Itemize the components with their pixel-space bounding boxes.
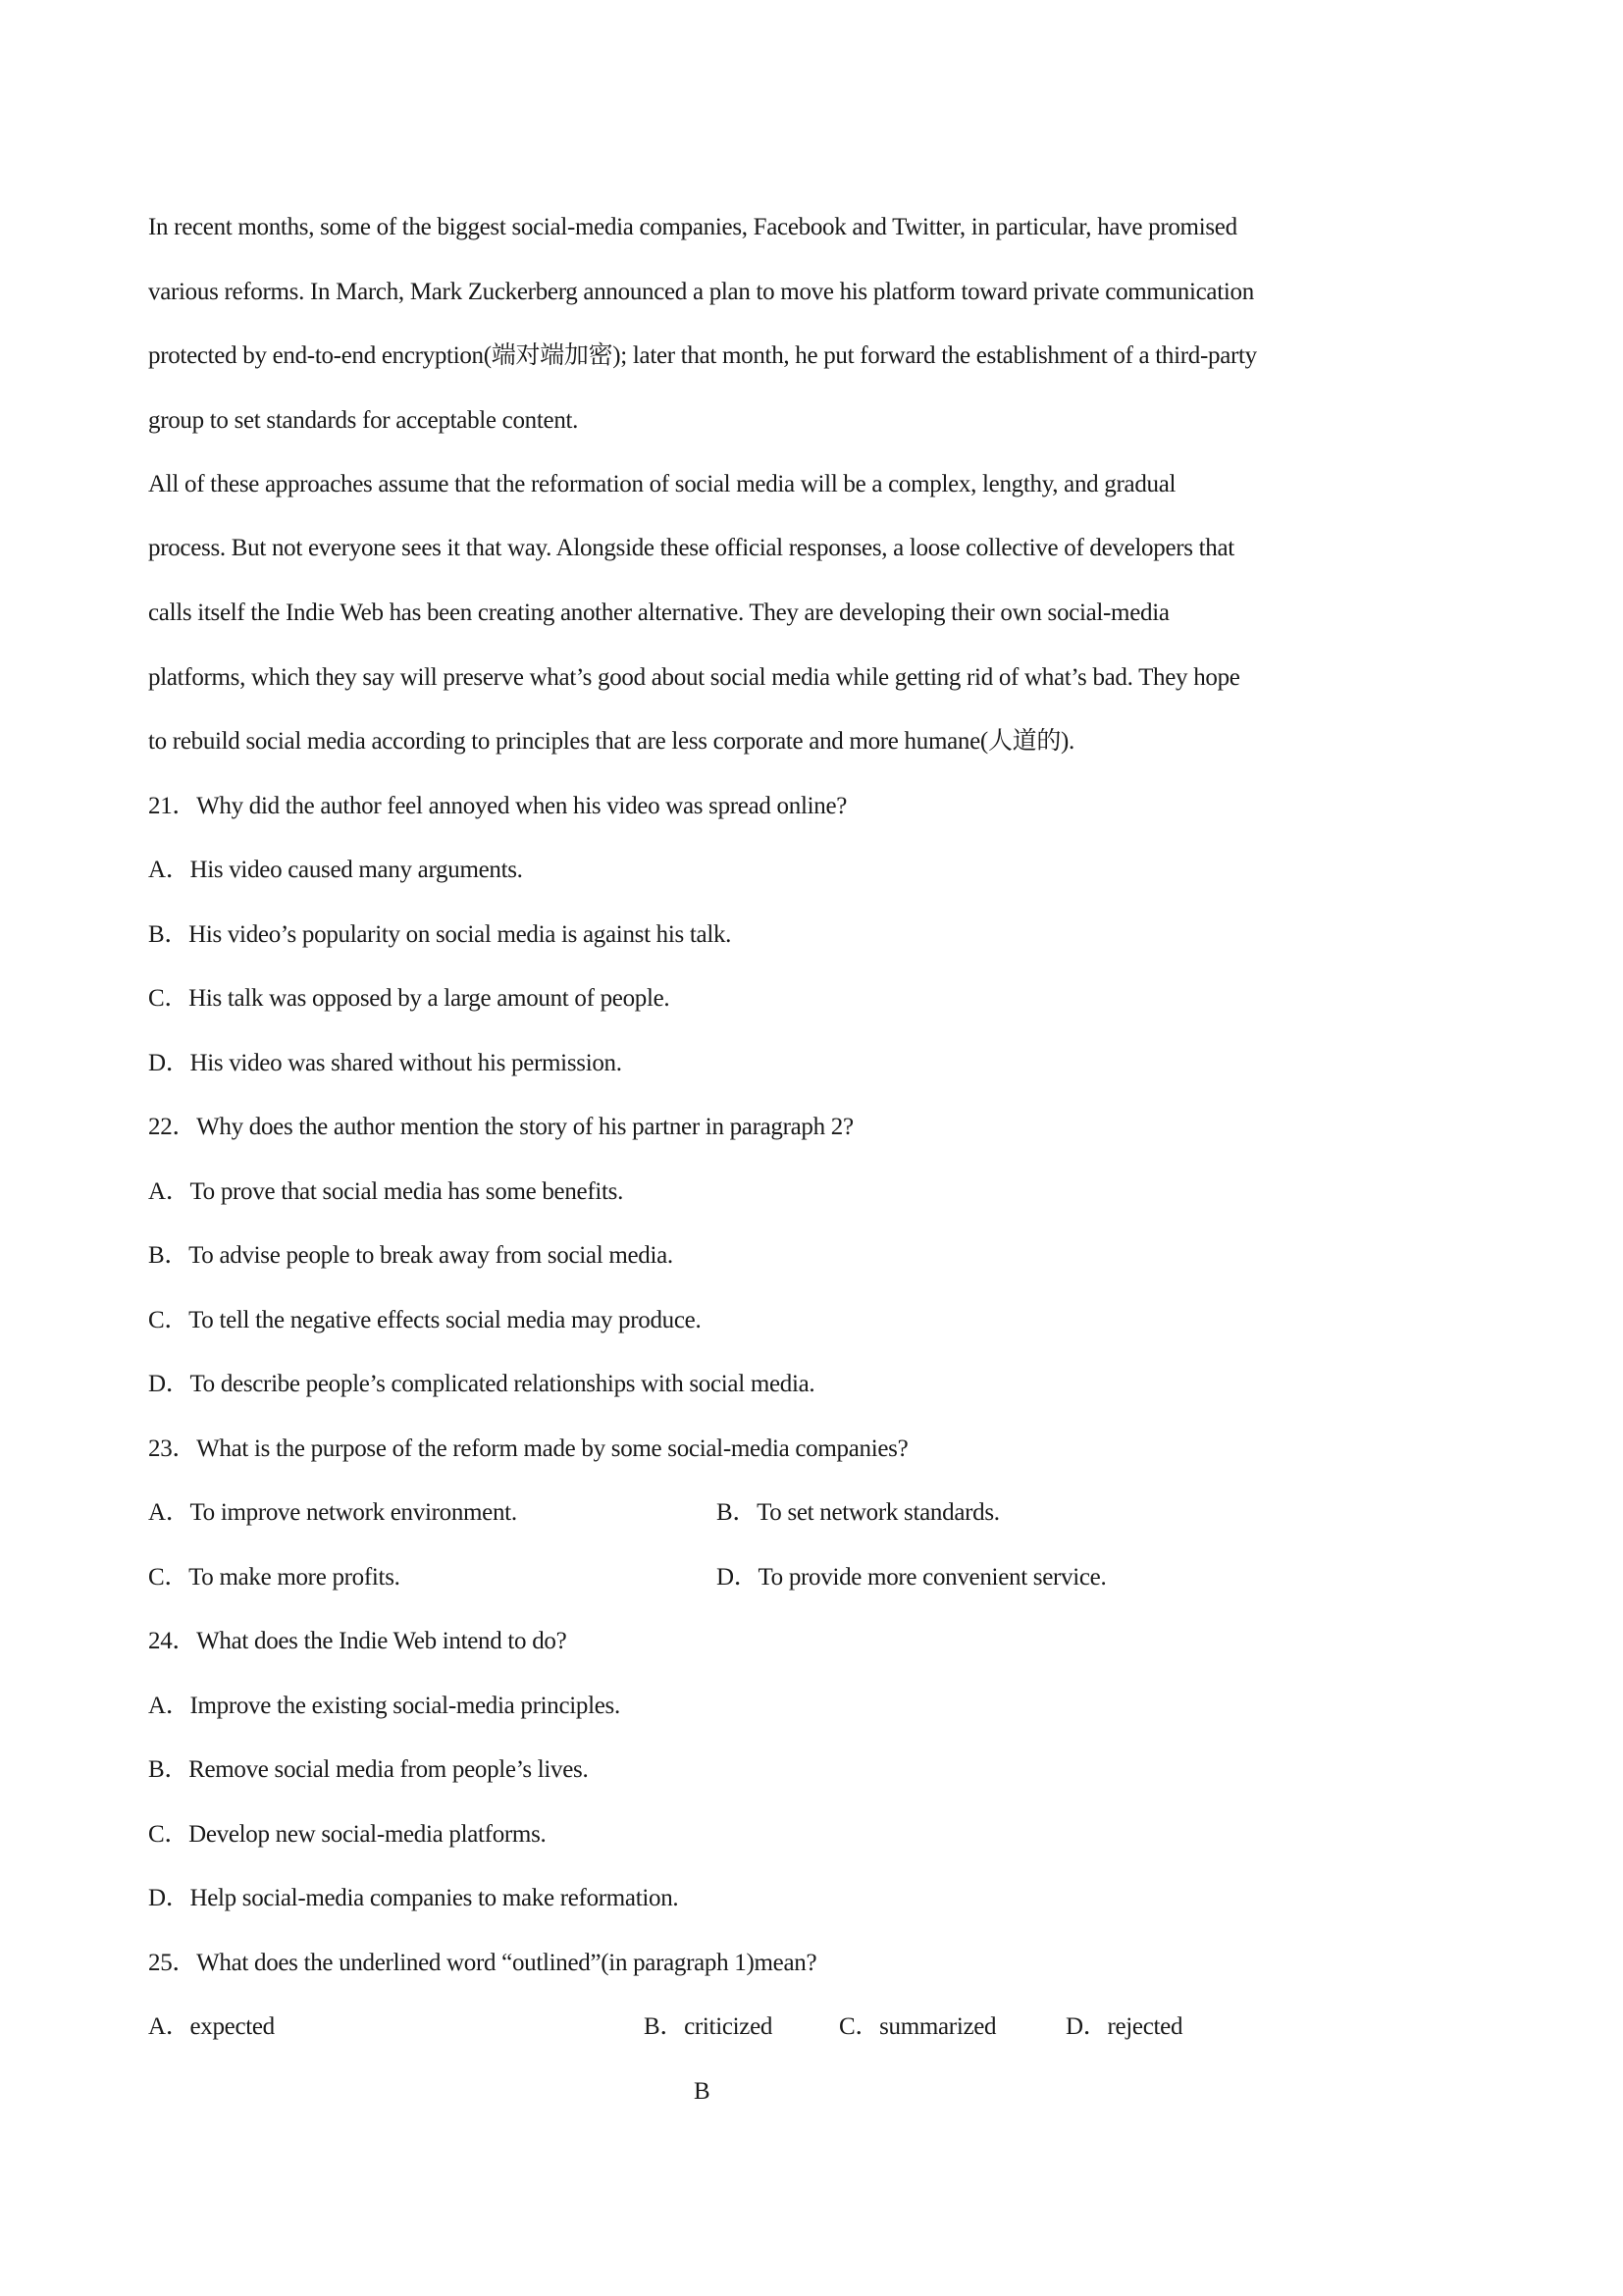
question-25-stem: 25．What does the underlined word “outlined”(in paragraph 1)mean? xyxy=(148,1950,817,1976)
question-22-option-a: A．To prove that social media has some benefits. xyxy=(148,1178,624,1205)
question-24-stem: 24．What does the Indie Web intend to do? xyxy=(148,1628,567,1654)
question-21-option-c: C．His talk was opposed by a large amount of people. xyxy=(148,985,670,1012)
question-23-option-a: A．To improve network environment. xyxy=(148,1499,517,1526)
question-25-option-c: C．summarized xyxy=(839,2013,997,2040)
question-23-stem: 23．What is the purpose of the reform made by some social-media companies? xyxy=(148,1435,909,1462)
question-22-stem: 22．Why does the author mention the story of his partner in paragraph 2? xyxy=(148,1114,854,1140)
question-21-stem: 21．Why did the author feel annoyed when his video was spread online? xyxy=(148,793,848,819)
question-23-option-d: D．To provide more convenient service. xyxy=(716,1564,1107,1591)
passage-p2-line-2: process. But not everyone sees it that way. Alongside these official responses, a loose collective of developers that xyxy=(148,535,1234,561)
passage-p1-line-4: group to set standards for acceptable content. xyxy=(148,407,579,434)
question-25-option-a: A．expected xyxy=(148,2013,275,2040)
question-22-option-d: D．To describe people’s complicated relationships with social media. xyxy=(148,1371,815,1397)
passage-p1-line-2: various reforms. In March, Mark Zuckerberg announced a plan to move his platform toward private communication xyxy=(148,279,1254,305)
question-23-option-b: B．To set network standards. xyxy=(716,1499,1000,1526)
question-21-option-d: D．His video was shared without his permission. xyxy=(148,1050,622,1076)
passage-p2-line-5: to rebuild social media according to principles that are less corporate and more humane(人道的). xyxy=(148,728,1074,755)
passage-p2-line-1: All of these approaches assume that the reformation of social media will be a complex, lengthy, and gradual xyxy=(148,471,1177,497)
question-22-option-c: C．To tell the negative effects social media may produce. xyxy=(148,1307,702,1333)
question-25-option-d: D．rejected xyxy=(1066,2013,1183,2040)
question-21-option-b: B．His video’s popularity on social media is against his talk. xyxy=(148,921,732,948)
passage-p2-line-3: calls itself the Indie Web has been creating another alternative. They are developing their own social-media xyxy=(148,600,1170,626)
question-25-option-b: B．criticized xyxy=(644,2013,773,2040)
question-24-option-a: A．Improve the existing social-media principles. xyxy=(148,1693,620,1719)
question-23-option-c: C．To make more profits. xyxy=(148,1564,400,1591)
passage-p1-line-3: protected by end-to-end encryption(端对端加密); later that month, he put forward the establishment of a third-party xyxy=(148,342,1257,369)
question-24-option-b: B．Remove social media from people’s lives. xyxy=(148,1756,589,1783)
question-22-option-b: B．To advise people to break away from social media. xyxy=(148,1242,673,1269)
passage-p2-line-4: platforms, which they say will preserve what’s good about social media while getting rid of what’s bad. They hope xyxy=(148,664,1240,691)
question-24-option-c: C．Develop new social-media platforms. xyxy=(148,1821,547,1848)
answer-letter: B xyxy=(694,2078,710,2105)
question-21-option-a: A．His video caused many arguments. xyxy=(148,857,523,883)
question-24-option-d: D．Help social-media companies to make reformation. xyxy=(148,1885,679,1911)
passage-p1-line-1: In recent months, some of the biggest social-media companies, Facebook and Twitter, in particular, have promised xyxy=(148,214,1237,240)
